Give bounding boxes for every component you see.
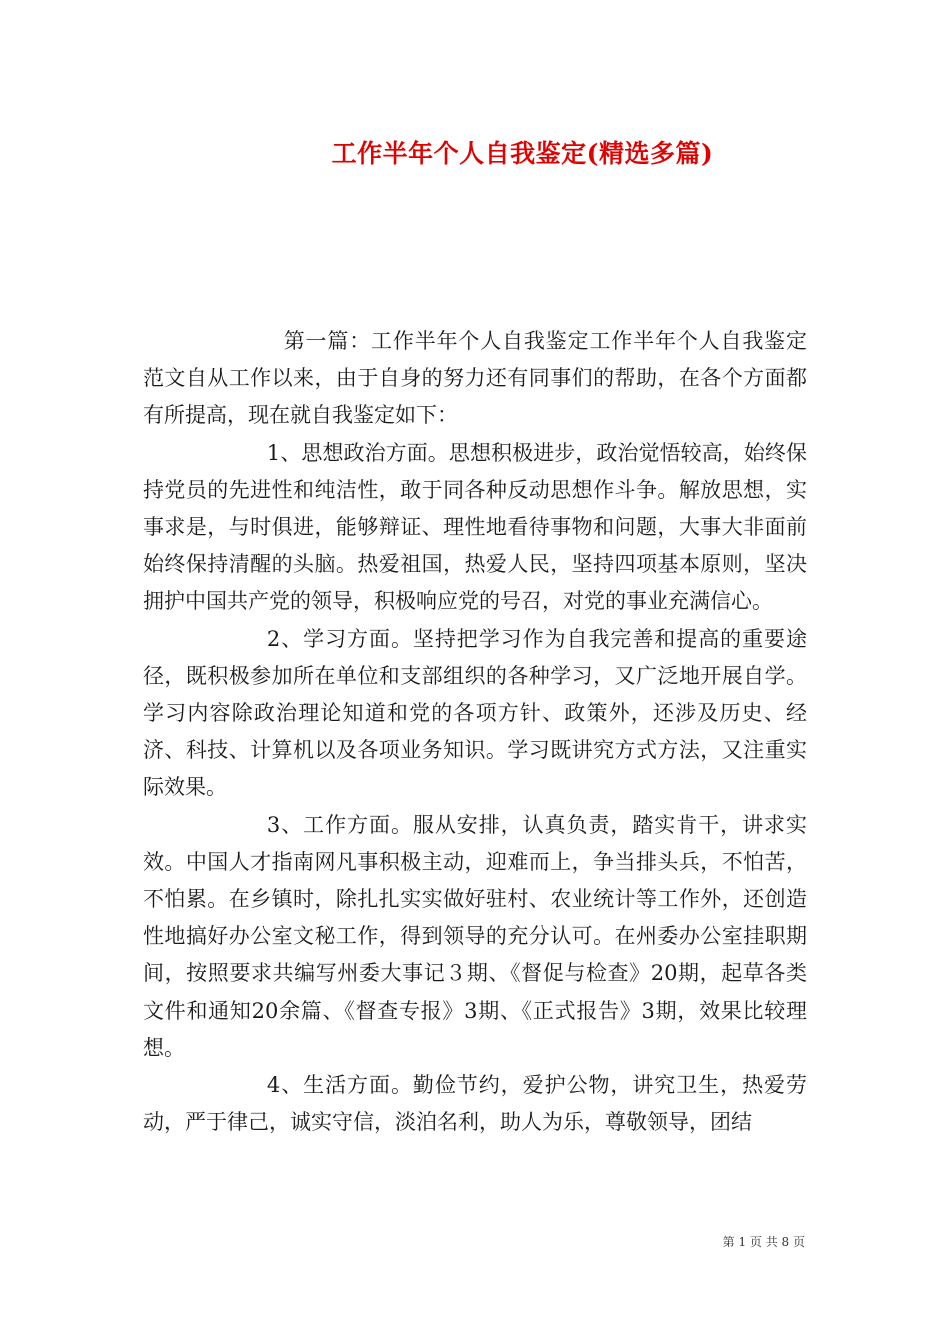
paragraph-study: 2、学习方面。坚持把学习作为自我完善和提高的重要途径，既积极参加所在单位和支部组织的各种学习，又广泛地开展自学。学习内容除政治理论知道和党的各项方针、政策外，还涉及历史、经济、科技、计算机以及各项业务知识。学习既讲究方式方法，又注重实际效果。 (143, 626, 807, 800)
document-body (143, 323, 807, 1141)
page-number: 第 1 页 共 8 页 (722, 1235, 805, 1249)
paragraph-intro: 第一篇：工作半年个人自我鉴定工作半年个人自我鉴定范文自从工作以来，由于自身的努力还有同事们的帮助，在各个方面都有所提高，现在就自我鉴定如下： (143, 329, 807, 428)
paragraph-life: 4、生活方面。勤俭节约，爱护公物，讲究卫生，热爱劳动，严于律己，诚实守信，淡泊名利，助人为乐，尊敬领导，团结 (143, 1073, 807, 1135)
paragraph-political: 1、思想政治方面。思想积极进步，政治觉悟较高，始终保持党员的先进性和纯洁性，敢于同各种反动思想作斗争。解放思想，实事求是，与时俱进，能够辩证、理性地看待事物和问题，大事大非面前始终保持清醒的头脑。热爱祖国，热爱人民，坚持四项基本原则，坚决拥护中国共产党的领导，积极响应党的号召，对党的事业充满信心。 (143, 440, 807, 614)
document-title: 工作半年个人自我鉴定(精选多篇) (331, 139, 714, 168)
paragraph-work: 3、工作方面。服从安排，认真负责，踏实肯干，讲求实效。中国人才指南网凡事积极主动，迎难而上，争当排头兵，不怕苦，不怕累。在乡镇时，除扎扎实实做好驻村、农业统计等工作外，还创造性地搞好办公室文秘工作，得到领导的充分认可。在州委办公室挂职期间，按照要求共编写州委大事记３期、《督促与检查》20期，起草各类文件和通知20余篇、《督查专报》3期、《正式报告》3期，效果比较理想。 (143, 812, 807, 1060)
